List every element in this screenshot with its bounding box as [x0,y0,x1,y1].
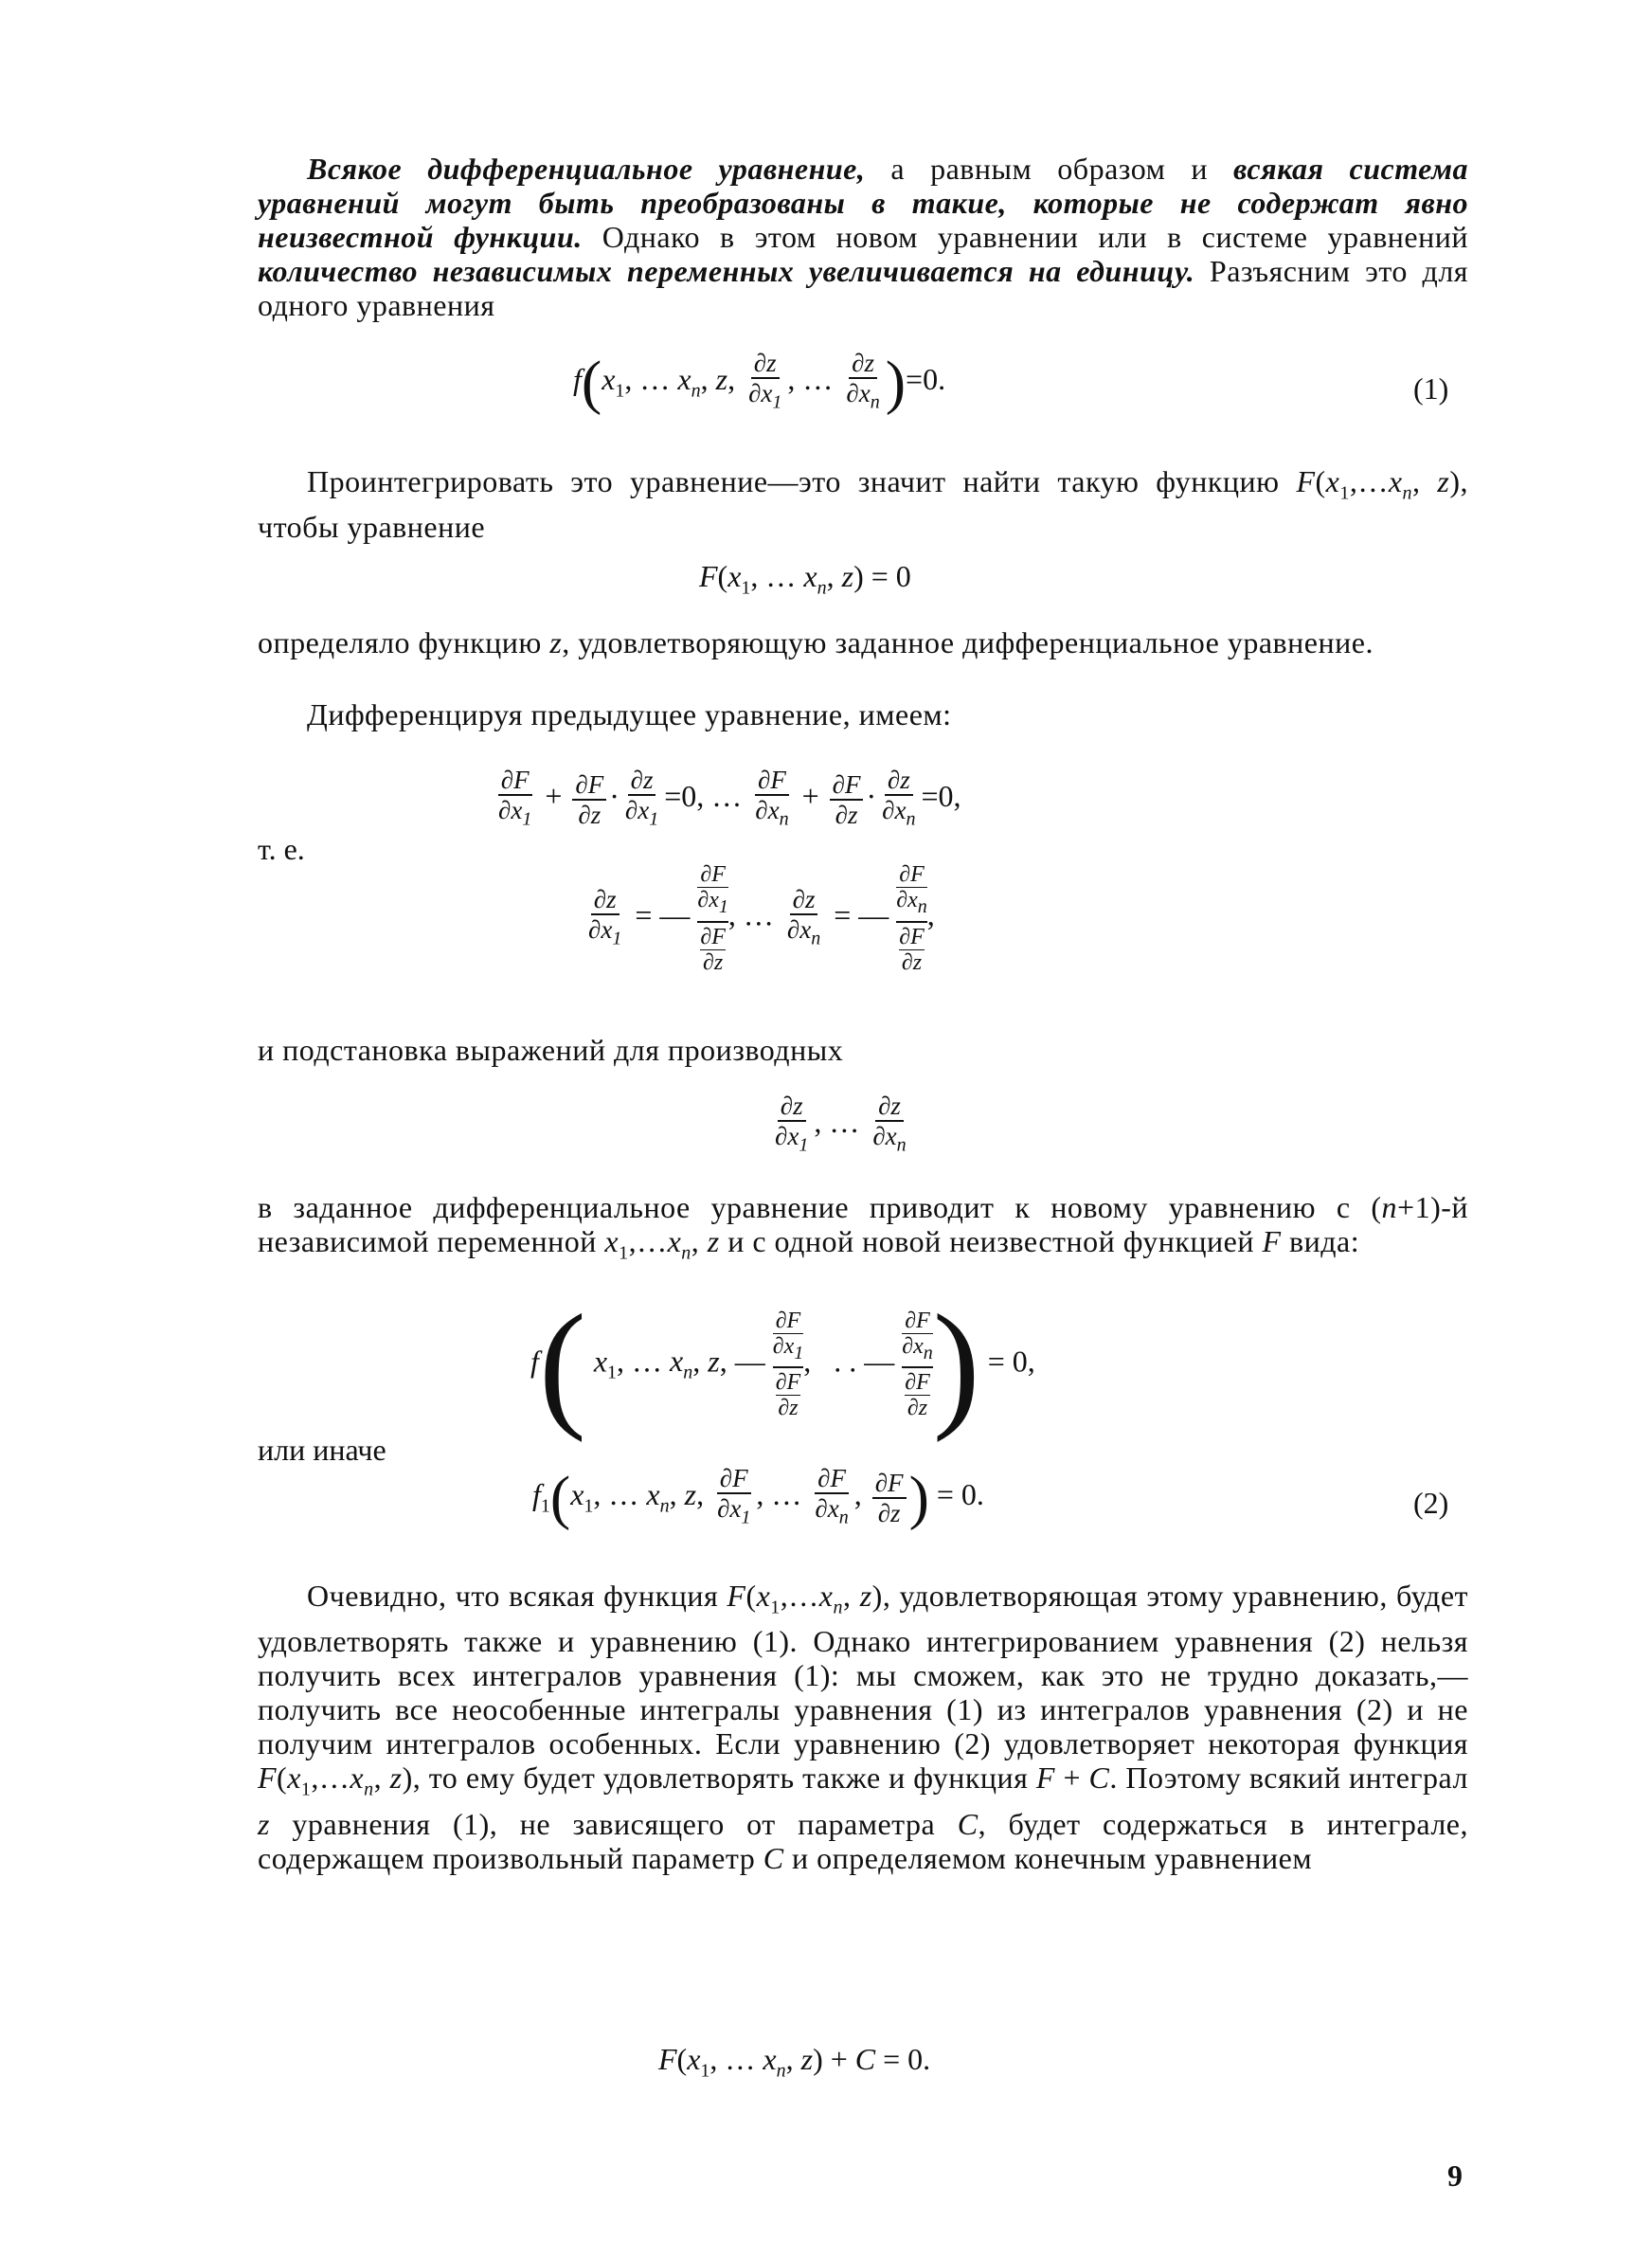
integration-paragraph: Проинтегрировать это уравнение—это значит найти такую функцию $F(x_1,\dots x_n$, z), чтобы уравнение [258,464,1469,545]
text-span: уравнения (1), не зависящего от параметра [269,1806,958,1841]
function-definition-paragraph: определяло функцию z, удовлетворяющую заданное дифференциальное уравнение. [258,625,1374,659]
text-span: )-й независимой переменной [258,1190,1468,1258]
equation-1: $f(x_1$, … $x_n$, z, $\frac{\partial z}{\partial x_1}$ , … $\frac{\partial z}{\partial x_n}$ )=0. [573,348,946,416]
text-span: и с одной новой неизвестной функцией [719,1224,1263,1258]
text-span: а равным образом и [865,152,1234,186]
text-span: Проинтегрировать это уравнение—это значит найти такую функцию [307,464,1280,498]
equation-2: $f_1(x_1$, … $x_n$, z, $\frac{\partial F}{\partial x_1}$ , … $\frac{\partial F}{\partial x_n}$ , $\frac{\partial F}{\partial z}$ ) = 0. [532,1463,984,1531]
text-span: в заданное дифференциальное уравнение приводит к новому уравнению с ( [258,1190,1382,1224]
page-number: 9 [1447,2158,1463,2193]
equation-rhs: = 0 [871,559,911,593]
italic-phrase: всякая система уравнений могут быть преобразованы в такие, которые не содержат явно неизвестной функции. [258,152,1468,254]
text-span: и подстановка выражений для производных [258,1033,844,1067]
equation-F: $F(x_1$, … $x_n$, z) = 0 [699,559,911,599]
solved-derivatives: $\frac{\partial z}{\partial x_1}$ = — ∂F $\partial x_1$ ∂F ∂z , … $\frac{\partial z}{\partial x_n}$ = — ∂F $\partial x_n$ ∂F ∂z , [588,862,935,975]
equation-rhs: =0. [906,362,946,397]
text-span: Однако в этом новом уравнении или в системе уравнений [582,220,1469,254]
partial-derivative-equations: $\frac{\partial F}{\partial x_1}$ + $\frac{\partial F}{\partial z}$ · $\frac{\partial z}{\partial x_1}$ =0, … $\frac{\partial F}{\partial x_n}$ + $\frac{\partial F}{\partial z}$ · $\frac{\partial z}{\partial x_n}$ =0, [498,766,961,830]
transformed-equation: f( $x_1$, … $x_n$, z, — ∂F $\partial x_1$ ∂F ∂z , . . — ∂F $\partial x_n$ ∂F ∂z ) = 0, [530,1286,1035,1443]
italic-phrase: Всякое дифференциальное уравнение, [307,152,866,186]
text-span: Очевидно, что всякая функция [307,1579,727,1613]
final-equation: $F(x_1$, … $x_n$, z) + C = 0. [658,2042,931,2082]
equation-number-2: (2) [1413,1486,1449,1520]
new-equation-paragraph: в заданное дифференциальное уравнение приводит к новому уравнению с (n+1)-й независимой переменной $x_1,\dots x_n$, z и с одной новой неизвестной функцией F вида: [258,1190,1468,1264]
text-span: определяло функцию [258,625,550,659]
equation-rhs: = 0. [883,2042,931,2076]
label-te: т. е. [258,832,305,866]
label-ili-inache: или иначе [258,1433,386,1467]
text-span: . Поэтому всякий интеграл [1109,1760,1469,1796]
text-span: Дифференцируя предыдущее уравнение, имеем: [307,697,952,731]
differentiation-paragraph [258,697,1468,731]
text-span: , то ему будет удовлетворять также и функция [412,1760,1036,1796]
text-span: вида: [1281,1224,1360,1258]
equation-number-1: (1) [1413,371,1449,406]
derivatives-list: $\frac{\partial z}{\partial x_1}$ , … $\frac{\partial z}{\partial x_n}$ [775,1092,907,1156]
text-span: , чтобы уравнение [258,464,1469,545]
intro-paragraph [258,152,1468,322]
italic-phrase: количество независимых переменных увеличивается на единицу. [258,254,1195,288]
substitution-paragraph [258,1033,1468,1067]
conclusion-paragraph: Очевидно, что всякая функция $F(x_1,\dots x_n$, z), удовлетворяющая этому уравнению, будет удовлетворять также и уравнению (1). Однако интегрированием уравнения (2) нельзя получить всех интегралов уравнения (1): мы сможем, как это не трудно доказать,—получить все неособенные интегралы уравнения (1) из интегралов уравнения (2) и не получим интегралов особенных. Если уравнению (2) удовлетворяет некоторая функция $F(x_1,\dots x_n$, z), то ему будет удовлетворять также и функция F + C. Поэтому всякий интеграл z уравнения (1), не зависящего от параметра C, будет содержаться в интеграле, содержащем произвольный параметр C и определяемом конечным уравнением [258,1579,1469,1875]
text-span: Разъясним это для одного уравнения [258,254,1469,322]
text-span: , удовлетворяющую заданное дифференциальное уравнение. [562,625,1374,659]
text-span: , будет содержаться в интеграле, содержащем произвольный параметр [258,1806,1469,1875]
text-span: , удовлетворяющая этому уравнению, будет удовлетворять также и уравнению (1). Однако интегрированием уравнения (2) нельзя получить всех интегралов уравнения (1): мы сможем, как это не трудно доказать,—получить все неособенные интегралы уравнения (1) из интегралов уравнения (2) и не получим интегралов особенных. Если уравнению (2) удовлетворяет некоторая функция [258,1579,1469,1761]
equation-rhs: = 0. [936,1477,984,1512]
text-span: и определяемом конечным уравнением [783,1840,1313,1875]
